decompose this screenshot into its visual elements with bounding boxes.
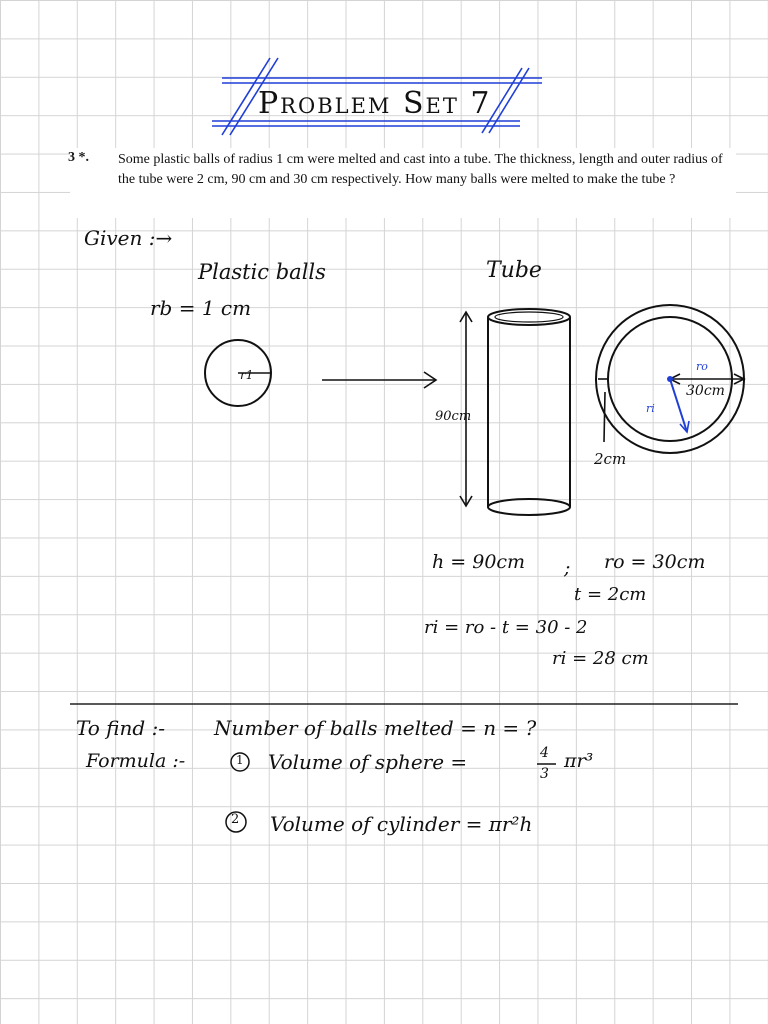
inner-radius-label: ri [646,402,655,415]
page-title: Problem Set 7 [258,86,492,121]
problem-statement [70,148,736,218]
values-separator: ; [564,557,571,579]
tube-length-label: 90cm [435,409,472,424]
thickness-label: 2cm [594,450,627,468]
fraction-denominator: 3 [540,766,549,782]
sphere-expression: πr³ [564,750,594,772]
h-line: h = 90cm [432,551,526,573]
formula-label: Formula :- [86,750,186,772]
problem-number: 3 *. [68,150,89,165]
tube-cylinder [488,309,570,515]
tube-cross-section [596,305,744,453]
fraction-numerator: 4 [540,745,549,761]
tube-heading: Tube [486,258,542,283]
ro-line: ro = 30cm [604,551,706,573]
to-find-text: Number of balls melted = n = ? [214,716,537,740]
t-line: t = 2cm [574,584,647,605]
ball-to-tube-arrow [322,372,436,388]
problem-text: Some plastic balls of radius 1 cm were melted and cast into a tube. The thickness, length and outer radius of the tube were 2 cm, 90 cm and 30 cm respectively. How many balls were melted to make the tube ? [118,152,723,187]
given-label: Given :→ [84,226,173,250]
outer-value-label: 30cm [686,383,725,399]
item1-text: Volume of sphere = [268,750,468,774]
ball-diagram [205,340,271,406]
to-find-label: To find :- [76,716,166,740]
ri-formula: ri = ro - t = 30 - 2 [424,617,588,638]
rb-line: rb = 1 cm [150,296,252,320]
ball-radius-label: r1 [240,368,254,382]
outer-radius-label: ro [696,360,708,373]
item1-number: 1 [236,753,244,767]
balls-heading: Plastic balls [198,260,326,284]
ri-result: ri = 28 cm [552,648,649,669]
item2-number: 2 [231,812,240,827]
item2-text: Volume of cylinder = πr²h [270,812,533,836]
